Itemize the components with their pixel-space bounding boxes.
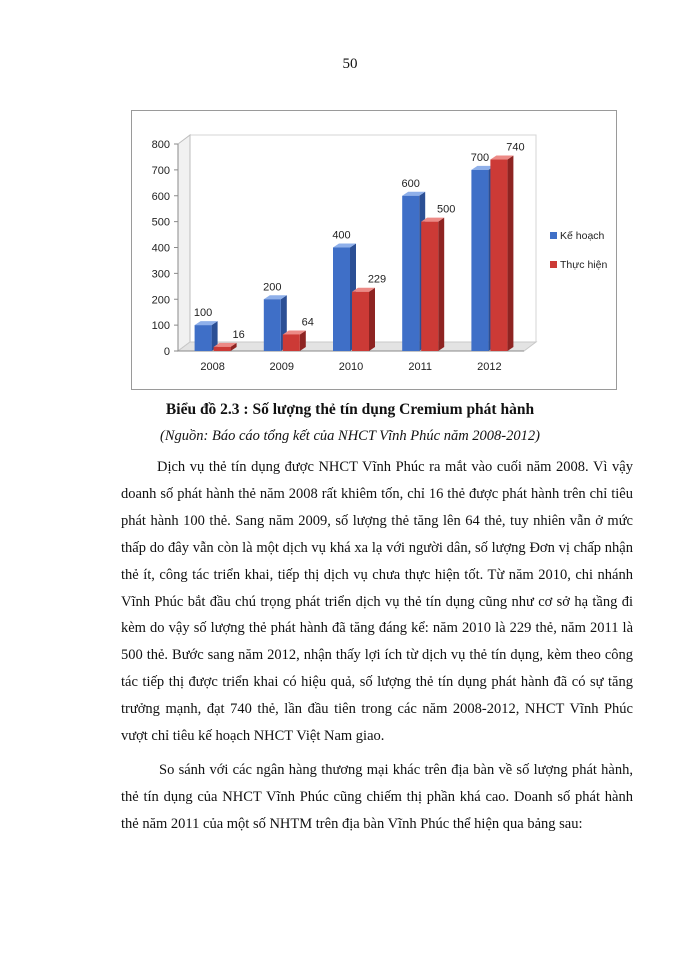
data-label: 16	[232, 328, 245, 341]
bar	[214, 347, 231, 351]
x-tick-label: 2010	[338, 361, 364, 373]
data-label: 64	[301, 316, 314, 329]
bar-side	[369, 288, 375, 351]
body-text	[121, 454, 633, 838]
page-number: 50	[342, 56, 358, 72]
x-tick-label: 2009	[269, 361, 295, 373]
y-tick-label: 700	[151, 164, 170, 177]
legend-swatch	[550, 261, 557, 268]
y-tick-label: 600	[151, 190, 170, 203]
data-label: 100	[193, 307, 213, 320]
y-tick-label: 300	[151, 268, 170, 281]
y-tick-label: 500	[151, 216, 170, 229]
bar	[421, 222, 438, 351]
bar-chart	[132, 111, 618, 391]
data-label: 400	[332, 229, 351, 242]
bar	[195, 325, 212, 351]
chart-frame	[131, 110, 617, 390]
bar	[264, 299, 281, 351]
bar-side	[438, 218, 444, 351]
figure-source: (Nguồn: Báo cáo tổng kết của NHCT Vĩnh Phúc năm 2008-2012)	[160, 428, 540, 444]
data-label: 229	[367, 273, 387, 286]
bar	[471, 170, 488, 351]
legend-label: Kế hoạch	[560, 230, 605, 242]
bar	[490, 160, 507, 351]
data-label: 740	[506, 141, 525, 154]
chart-side-wall	[178, 135, 190, 351]
x-tick-label: 2012	[477, 361, 502, 373]
y-tick-label: 400	[151, 242, 170, 255]
bar	[283, 334, 300, 351]
y-tick-label: 100	[151, 320, 170, 333]
bar	[352, 292, 369, 351]
legend-swatch	[550, 232, 557, 239]
x-tick-label: 2008	[200, 361, 225, 373]
x-tick-label: 2011	[408, 361, 433, 373]
bar-side	[507, 156, 513, 351]
data-label: 200	[263, 281, 282, 294]
legend-label: Thực hiện	[560, 259, 608, 271]
y-tick-label: 800	[151, 139, 170, 151]
bar	[333, 248, 350, 352]
data-label: 500	[437, 203, 456, 216]
paragraph: Dịch vụ thẻ tín dụng được NHCT Vĩnh Phúc ra mắt vào cuối năm 2008. Vì vậy doanh số phát hành thẻ năm 2008 rất khiêm tốn, chỉ 16 thẻ được phát hành trên chỉ tiêu phát hành 100 thẻ. Sang năm 2009, số lượng thẻ tăng lên 64 thẻ, tuy nhiên vẫn ở mức thấp do đây vẫn còn là một dịch vụ khá xa lạ với người dân, số lượng Đơn vị chấp nhận thẻ ít, công tác triển khai, tiếp thị dịch vụ chưa thực hiện tốt. Từ năm 2010, chi nhánh Vĩnh Phúc bắt đầu chú trọng phát triển dịch vụ thẻ tín dụng cũng như cơ sở hạ tầng đi kèm do vậy số lượng thẻ phát hành đã tăng đáng kể: năm 2010 là 229 thẻ, năm 2011 là 500 thẻ. Bước sang năm 2012, nhận thấy lợi ích từ dịch vụ thẻ tín dụng, kèm theo công tác tiếp thị được triển khai có hiệu quả, số lượng thẻ tín dụng phát hành đã có sự tăng trưởng mạnh, đạt 740 thẻ, lần đầu tiên trong các năm 2008-2012, NHCT Vĩnh Phúc vượt chỉ tiêu kế hoạch NHCT Việt Nam giao.	[121, 459, 633, 745]
bar	[402, 196, 419, 351]
data-label: 700	[470, 151, 490, 164]
paragraph: So sánh với các ngân hàng thương mại khác trên địa bàn về số lượng phát hành, thẻ tín dụng của NHCT Vĩnh Phúc cũng chiếm thị phần khá cao. Doanh số phát hành thẻ năm 2011 của một số NHTM trên địa bàn Vĩnh Phúc thể hiện qua bảng sau:	[121, 761, 633, 832]
data-label: 600	[401, 177, 420, 190]
figure-caption: Biểu đồ 2.3 : Số lượng thẻ tín dụng Cremium phát hành	[165, 401, 535, 418]
y-tick-label: 200	[151, 294, 170, 307]
y-tick-label: 0	[163, 346, 170, 358]
